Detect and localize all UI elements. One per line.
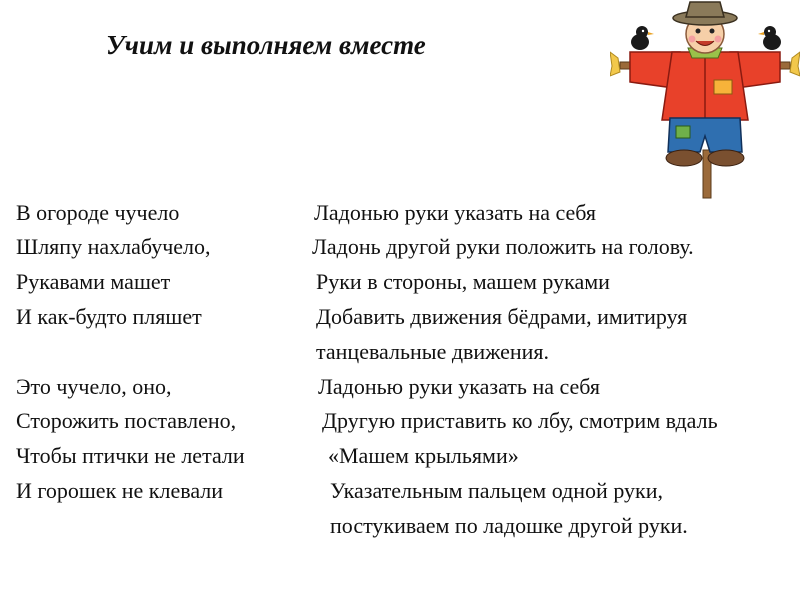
poem-line: Это чучело, оно, — [16, 374, 172, 399]
action-line: Ладонью руки указать на себя — [314, 200, 597, 225]
action-line: Руки в стороны, машем руками — [316, 269, 610, 294]
poem-line: Чтобы птички не летали — [16, 443, 245, 468]
action-line: постукиваем по ладошке другой руки. — [330, 513, 688, 538]
poem-line: В огороде чучело — [16, 200, 180, 225]
action-line: Указательным пальцем одной руки, — [330, 478, 663, 503]
poem-line: Шляпу нахлабучело, — [16, 234, 211, 259]
action-line: Другую приставить ко лбу, смотрим вдаль — [322, 408, 718, 433]
page-title: Учим и выполняем вместе — [106, 30, 426, 60]
poem-line: Сторожить поставлено, — [16, 408, 237, 433]
action-line: Ладонью руки указать на себя — [318, 374, 601, 399]
action-line: Ладонь другой руки положить на голову. — [312, 234, 694, 259]
action-line: танцевальные движения. — [316, 339, 550, 364]
poem-line: И как-будто пляшет — [16, 304, 202, 329]
poem-line: И горошек не клевали — [16, 478, 224, 503]
action-line: «Машем крыльями» — [328, 443, 519, 468]
scarecrow-illustration — [610, 0, 800, 200]
action-line: Добавить движения бёдрами, имитируя — [316, 304, 688, 329]
poem-line: Рукавами машет — [16, 269, 171, 294]
